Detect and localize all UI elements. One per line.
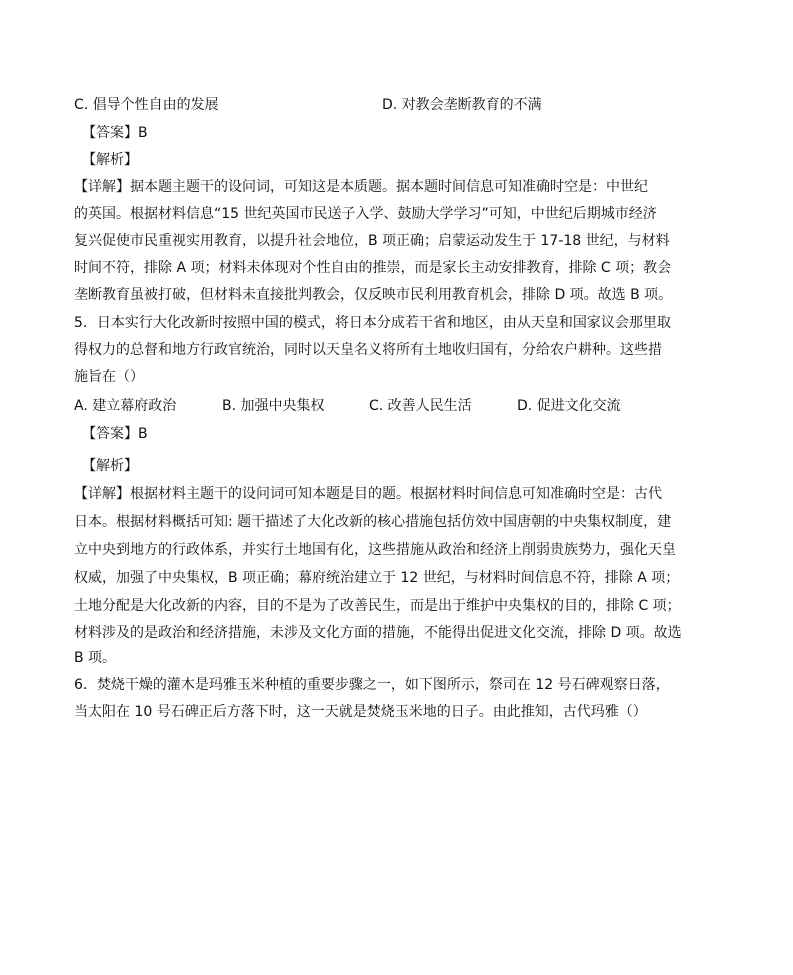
q5-detail-line: 权威，加强了中央集权，B 项正确；幕府统治建立于 12 世纪，与材料时间信息不符，排除 A 项；	[74, 570, 680, 586]
q4-detail-line: 【详解】据本题主题干的设问词，可知这是本质题。据本题时间信息可知准确时空是：中世纪	[74, 179, 648, 195]
q5-option-c: C. 改善人民生活	[369, 398, 472, 414]
q5-stem-line: 得权力的总督和地方行政官统治，同时以天皇名义将所有土地收归国有，分给农户耕种。这些措	[74, 342, 662, 358]
q5-option-d: D. 促进文化交流	[517, 398, 621, 414]
q5-detail-line: 【详解】根据材料主题干的设问词可知本题是目的题。根据材料时间信息可知准确时空是：古代	[74, 486, 662, 502]
q6-stem-line: 6．焚烧干燥的灌木是玛雅玉米种植的重要步骤之一，如下图所示，祭司在 12 号石碑观察日落，	[74, 677, 670, 693]
q5-stem-line: 5．日本实行大化改新时按照中国的模式，将日本分成若干省和地区，由从天皇和国家议会那里取	[74, 315, 671, 331]
q5-detail-line: 立中央到地方的行政体系，并实行土地国有化，这些措施从政治和经济上削弱贵族势力，强化天皇	[74, 542, 676, 558]
q4-analysis-label: 【解析】	[82, 152, 138, 168]
q5-detail-line: B 项。	[74, 650, 117, 666]
q5-answer: 【答案】B	[82, 426, 148, 442]
q5-option-a: A. 建立幕府政治	[74, 398, 177, 414]
q4-option-d: D. 对教会垄断教育的不满	[382, 97, 542, 113]
q4-answer: 【答案】B	[82, 125, 148, 141]
q6-stem-line: 当太阳在 10 号石碑正后方落下时，这一天就是焚烧玉米地的日子。由此推知，古代玛雅（）	[74, 704, 647, 720]
q5-stem-line: 施旨在（）	[74, 369, 144, 385]
q4-detail-line: 垄断教育虽被打破，但材料未直接批判教会，仅反映市民利用教育机会，排除 D 项。故选 B 项。	[74, 287, 673, 303]
q5-detail-line: 日本。根据材料概括可知: 题干描述了大化改新的核心措施包括仿效中国唐朝的中央集权制度，建	[74, 514, 672, 530]
q5-analysis-label: 【解析】	[82, 458, 138, 474]
q5-detail-line: 材料涉及的是政治和经济措施，未涉及文化方面的措施，不能得出促进文化交流，排除 D 项。故选	[74, 625, 682, 641]
q4-detail-line: 复兴促使市民重视实用教育，以提升社会地位，B 项正确；启蒙运动发生于 17-18 世纪，与材料	[74, 233, 670, 249]
q5-option-b: B. 加强中央集权	[222, 398, 325, 414]
q5-detail-line: 土地分配是大化改新的内容，目的不是为了改善民生，而是出于维护中央集权的目的，排除 C 项；	[74, 598, 681, 614]
q4-option-c: C. 倡导个性自由的发展	[74, 97, 219, 113]
q4-detail-line: 时间不符，排除 A 项；材料未体现对个性自由的推崇，而是家长主动安排教育，排除 C 项；教会	[74, 260, 672, 276]
q4-detail-line: 的英国。根据材料信息“15 世纪英国市民送子入学、鼓励大学学习”可知，中世纪后期城市经济	[74, 206, 657, 222]
